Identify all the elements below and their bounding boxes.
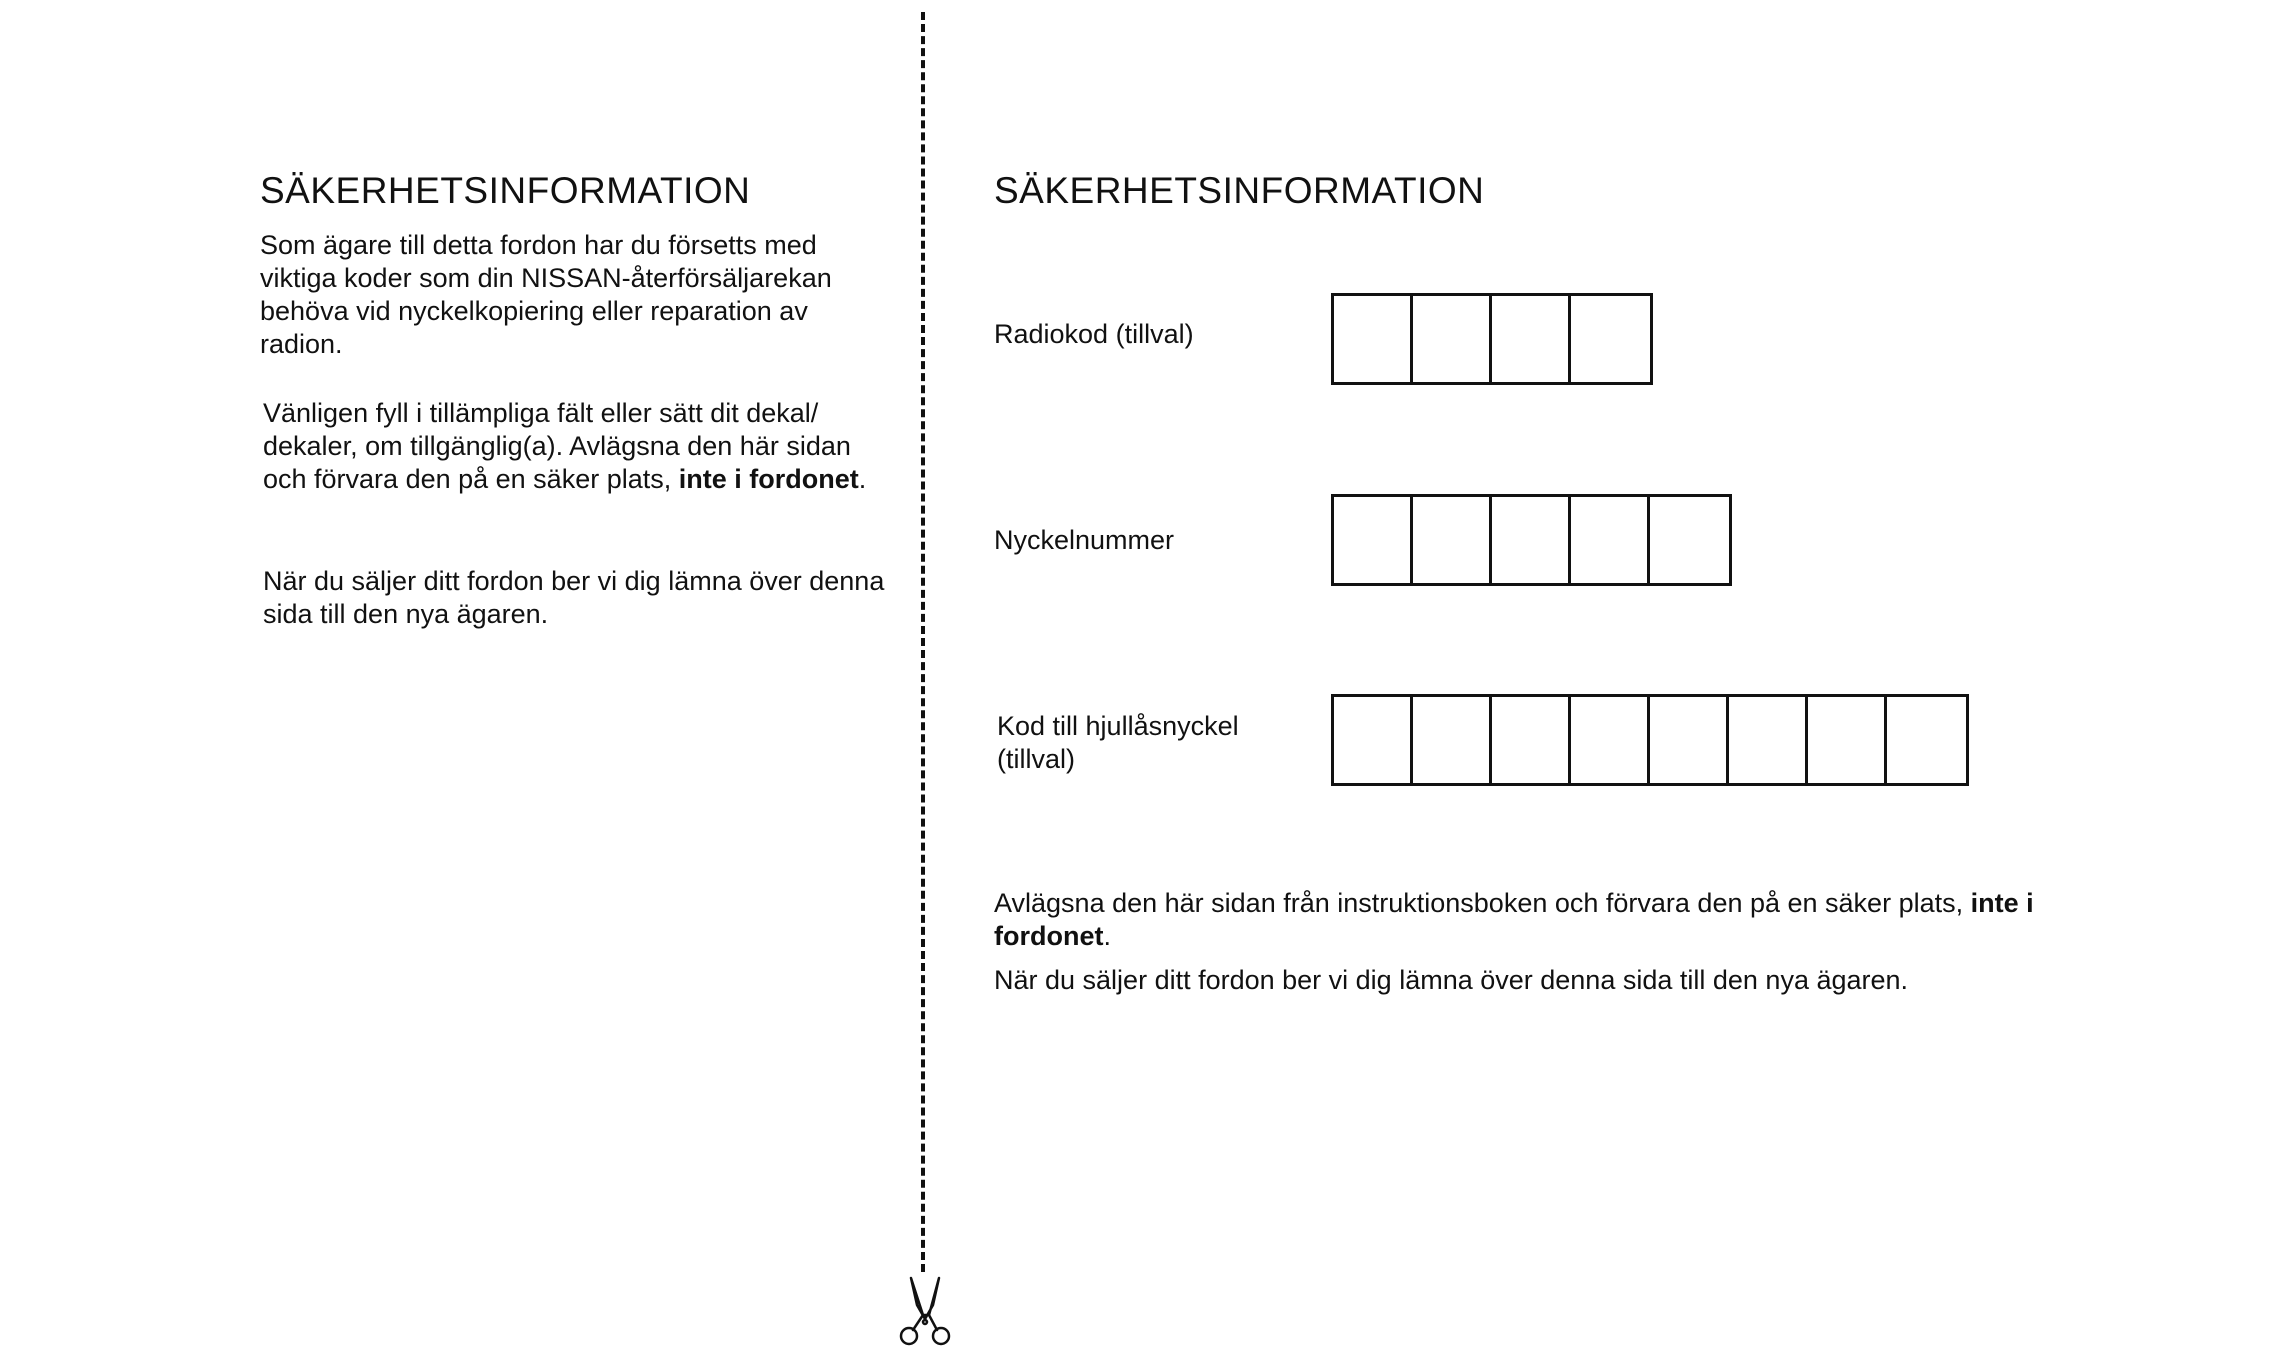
code-box[interactable]: [1571, 296, 1650, 382]
left-heading: SÄKERHETSINFORMATION: [260, 170, 751, 211]
left-handover-paragraph: När du säljer ditt fordon ber vi dig lämna över denna sida till den nya ägaren.: [263, 566, 885, 629]
code-box[interactable]: [1492, 296, 1571, 382]
right-handover-note: När du säljer ditt fordon ber vi dig lämna över denna sida till den nya ägaren.: [994, 965, 1909, 995]
code-box[interactable]: [1334, 497, 1413, 583]
right-removal-end: .: [1103, 921, 1111, 951]
code-box[interactable]: [1571, 697, 1650, 783]
right-removal-text: Avlägsna den här sidan från instruktionsboken och förvara den på en säker plats,: [994, 888, 1971, 918]
code-box[interactable]: [1413, 697, 1492, 783]
code-box[interactable]: [1334, 697, 1413, 783]
right-removal-bold: inte i fordonet: [994, 888, 2034, 951]
cut-line: [921, 12, 925, 1272]
code-box[interactable]: [1729, 697, 1808, 783]
key-number-label: Nyckelnummer: [994, 525, 1175, 555]
code-box[interactable]: [1650, 697, 1729, 783]
left-instruction-bold: inte i fordonet: [678, 464, 859, 494]
right-removal-note: [994, 887, 2104, 953]
left-instruction-text: Vänligen fyll i tillämpliga fält eller sätt dit dekal/ dekaler, om tillgänglig(a). Avlägsna den här sidan och förvara den på en säker plats,: [263, 398, 851, 494]
code-box[interactable]: [1413, 497, 1492, 583]
code-box[interactable]: [1650, 497, 1729, 583]
wheel-lock-boxes[interactable]: [1331, 694, 1969, 786]
code-box[interactable]: [1808, 697, 1887, 783]
code-box[interactable]: [1492, 497, 1571, 583]
key-number-boxes[interactable]: [1331, 494, 1732, 586]
left-intro-paragraph: Som ägare till detta fordon har du försetts med viktiga koder som din NISSAN-återförsäljarekan behöva vid nyckelkopiering eller reparation av radion.: [260, 230, 832, 359]
right-heading: SÄKERHETSINFORMATION: [994, 170, 1485, 211]
code-box[interactable]: [1334, 296, 1413, 382]
left-instruction-paragraph: [263, 397, 893, 496]
code-box[interactable]: [1571, 497, 1650, 583]
left-instruction-end: .: [858, 464, 867, 494]
radio-code-label: Radiokod (tillval): [994, 319, 1194, 349]
radio-code-boxes[interactable]: [1331, 293, 1653, 385]
scissors-icon: [896, 1275, 954, 1347]
code-box[interactable]: [1492, 697, 1571, 783]
wheel-lock-label: Kod till hjullåsnyckel (tillval): [997, 711, 1239, 774]
code-box[interactable]: [1413, 296, 1492, 382]
code-box[interactable]: [1887, 697, 1966, 783]
